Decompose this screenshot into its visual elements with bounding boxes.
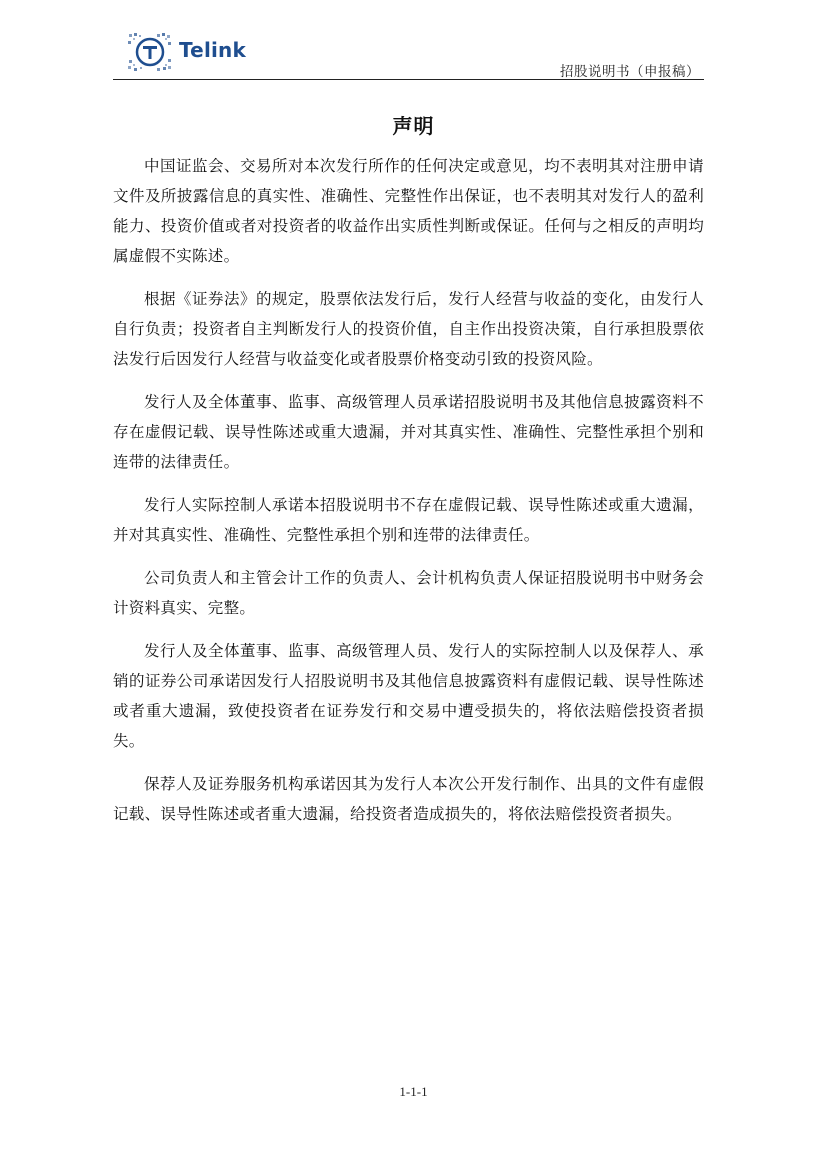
page-title: 声明 xyxy=(392,114,435,138)
paragraph-sponsor-commitment: 保荐人及证券服务机构承诺因其为发行人本次公开发行制作、出具的文件有虚假记载、误导性陈述或者重大遗漏，给投资者造成损失的，将依法赔偿投资者损失。 xyxy=(113,775,704,823)
document-title: 招股说明书（申报稿） xyxy=(560,64,700,80)
company-logo xyxy=(127,32,277,72)
header-divider xyxy=(113,79,704,80)
paragraph-securities-law: 根据《证券法》的规定，股票依法发行后，发行人经营与收益的变化，由发行人自行负责；投资者自主判断发行人的投资价值，自主作出投资决策，自行承担股票依法发行后因发行人经营与收益变化或者股票价格变动引致的投资风险。 xyxy=(113,290,704,368)
page-number: 1-1-1 xyxy=(399,1084,428,1099)
telink-logo-icon xyxy=(127,32,173,72)
paragraph-compensation-commitment: 发行人及全体董事、监事、高级管理人员、发行人的实际控制人以及保荐人、承销的证券公司承诺因发行人招股说明书及其他信息披露资料有虚假记载、误导性陈述或者重大遗漏，致使投资者在证券发行和交易中遭受损失的，将依法赔偿投资者损失。 xyxy=(113,642,704,750)
logo-text: Telink xyxy=(179,38,247,62)
paragraph-controller-commitment: 发行人实际控制人承诺本招股说明书不存在虚假记载、误导性陈述或重大遗漏，并对其真实性、准确性、完整性承担个别和连带的法律责任。 xyxy=(113,496,704,544)
paragraph-accounting-guarantee: 公司负责人和主管会计工作的负责人、会计机构负责人保证招股说明书中财务会计资料真实、完整。 xyxy=(113,569,704,617)
page-header xyxy=(113,28,704,82)
paragraph-directors-commitment: 发行人及全体董事、监事、高级管理人员承诺招股说明书及其他信息披露资料不存在虚假记载、误导性陈述或重大遗漏，并对其真实性、准确性、完整性承担个别和连带的法律责任。 xyxy=(113,393,704,471)
paragraph-csrc-disclaimer: 中国证监会、交易所对本次发行所作的任何决定或意见，均不表明其对注册申请文件及所披露信息的真实性、准确性、完整性作出保证，也不表明其对发行人的盈利能力、投资价值或者对投资者的收益作出实质性判断或保证。任何与之相反的声明均属虚假不实陈述。 xyxy=(113,157,704,265)
declaration-body xyxy=(113,151,704,842)
